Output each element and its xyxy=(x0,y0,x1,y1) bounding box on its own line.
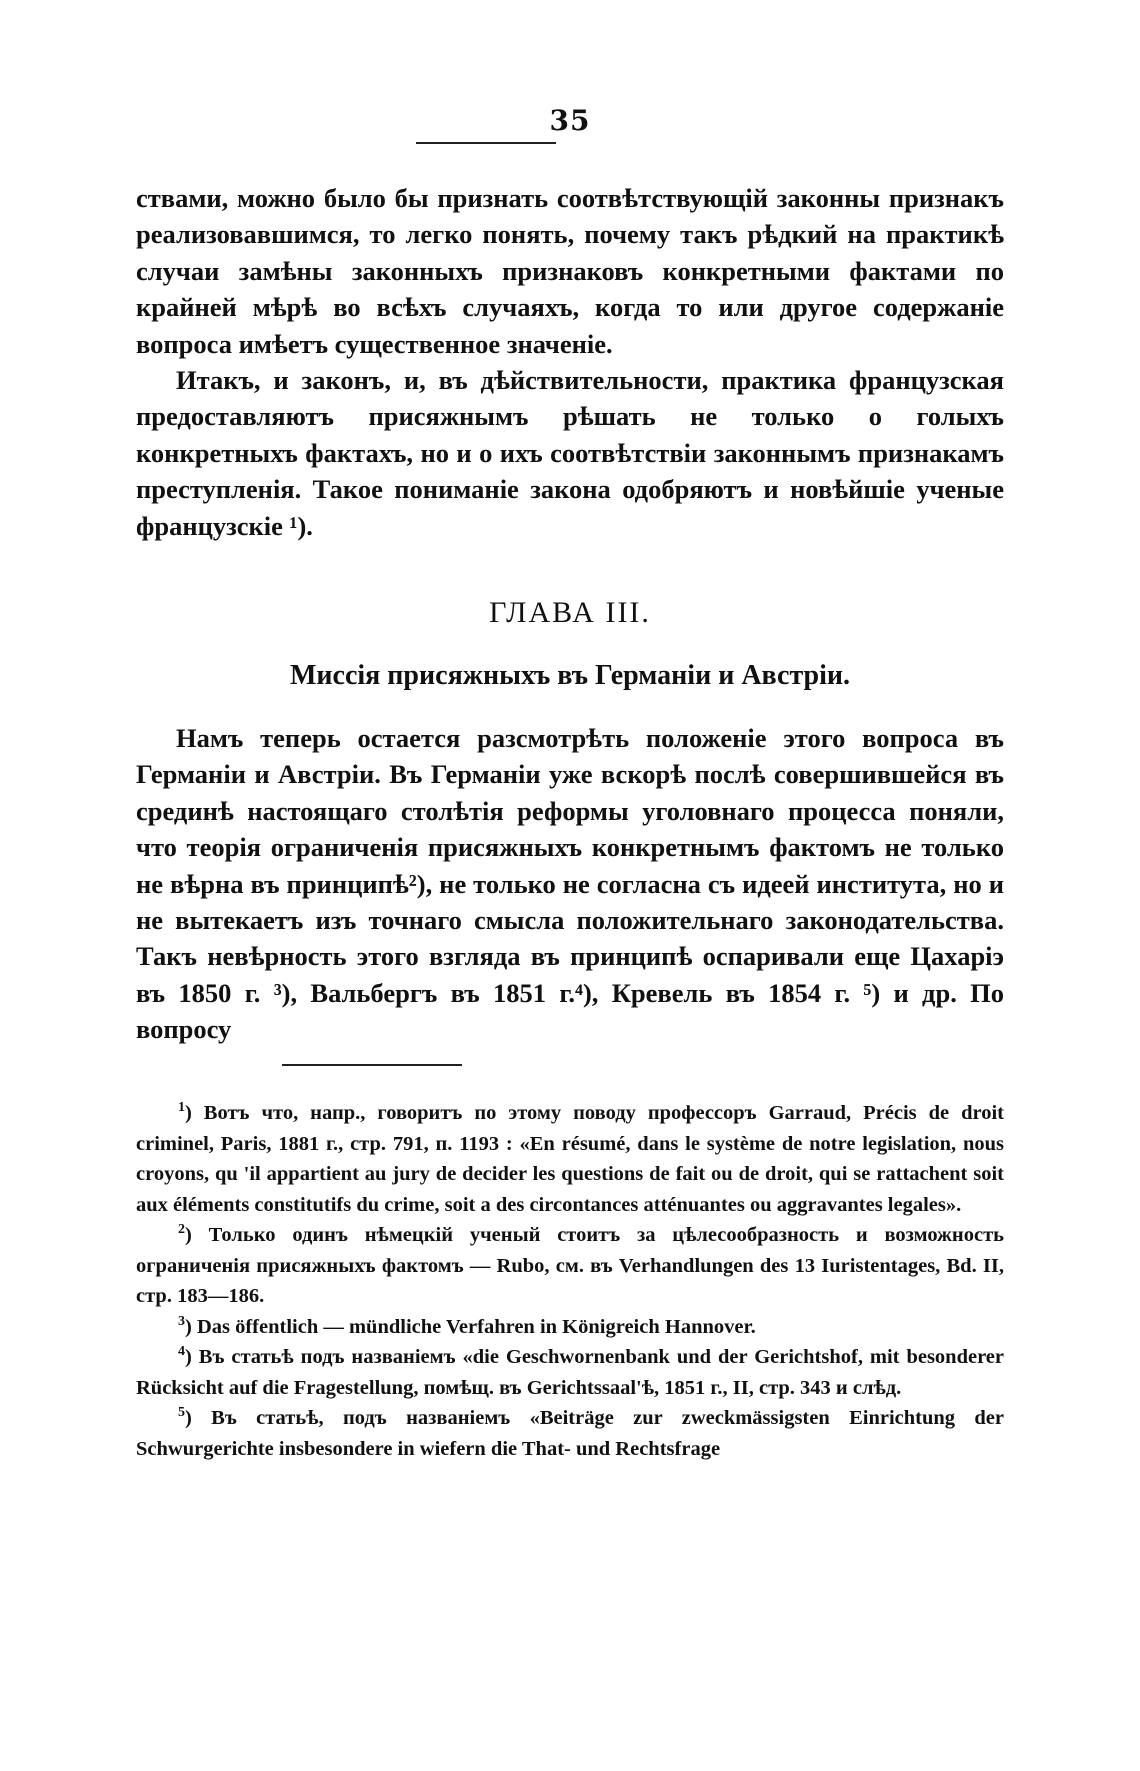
footnote-2 xyxy=(136,1220,1004,1312)
chapter-subtitle: Миссія присяжныхъ въ Германіи и Австріи. xyxy=(289,660,851,691)
chapter-text xyxy=(136,720,1004,1048)
footnote-text: ) Das öffentlich — mündliche Verfahren in Königreich Hannover. xyxy=(185,1315,756,1338)
footnote-4 xyxy=(136,1342,1004,1403)
footnote-3 xyxy=(136,1312,1004,1343)
chapter-paragraph: Намъ теперь остается разсмотрѣть положеніе этого вопроса въ Германіи и Австріи. Въ Германіи уже вскорѣ послѣ совершившейся въ срединѣ настоящаго столѣтія реформы уголовнаго процесса поняли, что теорія ограниченія присяжныхъ конкретнымъ фактомъ не только не вѣрна въ принципѣ²), не только не согласна съ идеей института, но и не вытекаетъ изъ точнаго смысла положительнаго законодательства. Такъ невѣрность этого взгляда въ принципѣ оспаривали еще Цахаріэ въ 1850 г. ³), Вальбергъ въ 1851 г.⁴), Кревель въ 1854 г. ⁵) и др. По вопросу xyxy=(136,723,1004,1045)
footnote-text: ) Въ статьѣ подъ названіемъ «die Geschwornenbank und der Gerichtshof, mit besonderer Rücksicht auf die Fragestellung, помѣщ. въ Gerichtssaal'ѣ, 1851 г., II, стр. 343 и слѣд. xyxy=(136,1346,1004,1399)
page-number: 35 xyxy=(549,104,591,137)
paragraph-conclusion: Итакъ, и законъ, и, въ дѣйствительности, практика французская предоставляютъ присяжнымъ рѣшать не только о голыхъ конкретныхъ фактахъ, но и о ихъ соотвѣтствіи законнымъ признакамъ преступленія. Такое пониманіе закона одобряютъ и новѣйшіе ученые французскіе ¹). xyxy=(136,365,1004,541)
footnote-marker: 4 xyxy=(178,1344,185,1360)
top-text xyxy=(136,180,1004,544)
footnote-text: ) Вотъ что, напр., говоритъ по этому поводу профессоръ Garraud, Précis de droit criminel, Paris, 1881 г., стр. 791, п. 1193 : «En résumé, dans le système de notre legislation, nous croyons, qu 'il appartient au jury de decider les questions de fait ou de droit, qui se rattachent soit aux éléments constitutifs du crime, soit a des circontances atténuantes ou aggravantes legales». xyxy=(136,1102,1004,1216)
chapter-title: ГЛАВА III. xyxy=(489,596,651,629)
footnote-text: ) Въ статьѣ, подъ названіемъ «Beiträge zur zweckmässigsten Einrichtung der Schwurgerichte insbesondere in wiefern die That- und Rechtsfrage xyxy=(136,1407,1004,1460)
header-rule xyxy=(416,142,556,144)
footnote-rule xyxy=(282,1064,462,1066)
footnote-marker: 2 xyxy=(178,1222,185,1238)
footnote-text: ) Только одинъ нѣмецкій ученый стоитъ за цѣлесообразность и возможность ограниченія присяжныхъ фактомъ — Rubo, см. въ Verhandlungen des 13 Iuristentages, Bd. II, стр. 183—186. xyxy=(136,1224,1004,1307)
footnotes xyxy=(136,1098,1004,1464)
footnote-marker: 1 xyxy=(178,1100,185,1116)
footnote-5 xyxy=(136,1403,1004,1464)
footnote-marker: 3 xyxy=(178,1313,185,1329)
paragraph-continuation: ствами, можно было бы признать соотвѣтствующій законны признакъ реализовавшимся, то легко понять, почему такъ рѣдкий на практикѣ случаи замѣны законныхъ признаковъ конкретными фактами по крайней мѣрѣ во всѣхъ случаяхъ, когда то или другое содержаніе вопроса имѣетъ существенное значеніе. xyxy=(136,183,1004,359)
footnote-1 xyxy=(136,1098,1004,1220)
footnote-marker: 5 xyxy=(178,1405,185,1421)
